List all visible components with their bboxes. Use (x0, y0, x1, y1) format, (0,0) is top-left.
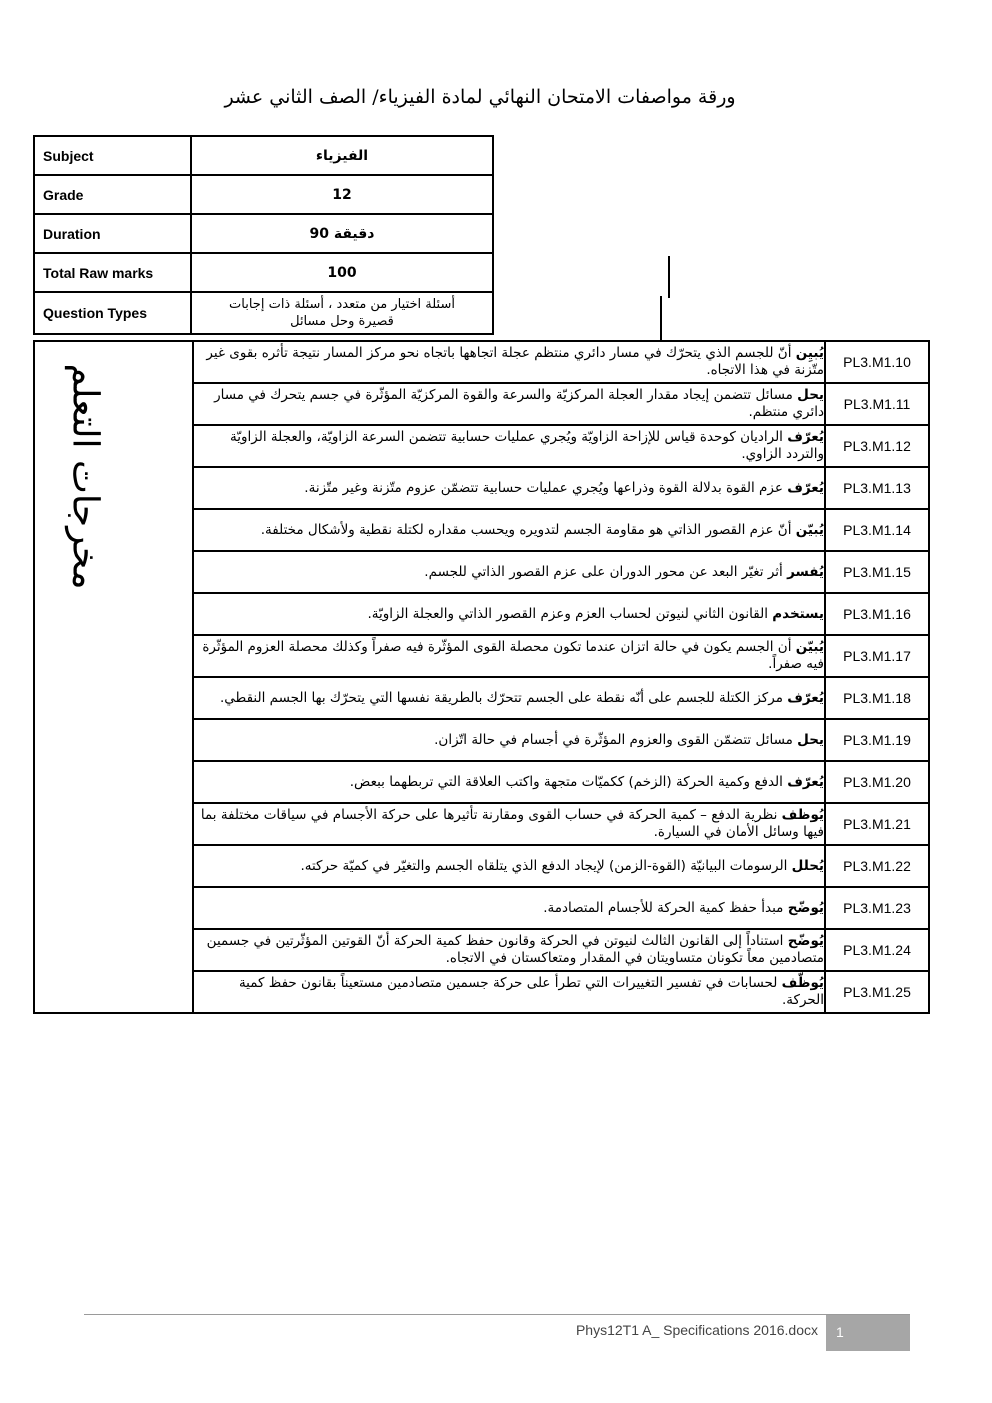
page-number: 1 (836, 1324, 844, 1340)
info-value: 12 (191, 175, 493, 214)
stray-line-1 (668, 256, 670, 298)
outcome-description: يُعرّف الراديان كوحدة قياس للإزاحة الزاويّة ويُجري عمليات حسابية تتضمن السرعة الزاويّة، والعجلة الزاويّة والتردد الزاوي. (193, 425, 825, 467)
outcome-code: PL3.M1.15 (825, 551, 929, 593)
outcome-description: يُعرّف مركز الكتلة للجسم على أنّه نقطة على الجسم تتحرّك بالطريقة نفسها التي يتحرّك بها الجسم النقطي. (193, 677, 825, 719)
outcome-code: PL3.M1.21 (825, 803, 929, 845)
document-title: ورقة مواصفات الامتحان النهائي لمادة الفيزياء/ الصف الثاني عشر (224, 86, 736, 108)
info-key: Grade (34, 175, 191, 214)
learning-outcomes-table (33, 340, 930, 1014)
outcome-code: PL3.M1.14 (825, 509, 929, 551)
info-value: 90 دقيقة (191, 214, 493, 253)
info-value: 100 (191, 253, 493, 292)
info-value: أسئلة اختيار من متعدد ، أسئلة ذات إجابات قصيرة وحل مسائل (191, 292, 493, 334)
outcome-description: يُعرّف عزم القوة بدلالة القوة وذراعها ويُجري عمليات حسابية تتضمّن عزوم متّزنة وغير متّزنة. (193, 467, 825, 509)
outcome-description: يُبيّن أنّ عزم القصور الذاتي هو مقاومة الجسم لتدويره ويحسب مقداره لكتلة نقطية ولأشكال مختلفة. (193, 509, 825, 551)
outcome-description: يُحلل الرسومات البيانيّة (القوة-الزمن) لإيجاد الدفع الذي يتلقاه الجسم والتغيّر في كميّة حركته. (193, 845, 825, 887)
outcome-description: يُبيِن أنّ للجسم الذي يتحرّك في مسار دائري منتظم عجلة اتجاهها باتجاه نحو مركز المسار نتيجة تأثره بقوى غير متّزنة في هذا الاتجاه. (193, 341, 825, 383)
outcome-description: يحل مسائل تتضمّن القوى والعزوم المؤثّرة في أجسام في حالة اتّزان. (193, 719, 825, 761)
info-value: الفيزياء (191, 136, 493, 175)
outcome-code: PL3.M1.18 (825, 677, 929, 719)
footer-divider (84, 1314, 910, 1315)
info-row-total-marks (34, 253, 493, 292)
outcome-code: PL3.M1.22 (825, 845, 929, 887)
outcome-description: يستخدم القانون الثاني لنيوتن لحساب العزم وعزم القصور الذاتي والعجلة الزاويّة. (193, 593, 825, 635)
info-row-grade (34, 175, 493, 214)
info-key: Subject (34, 136, 191, 175)
info-row-question-types (34, 292, 493, 334)
exam-info-table (33, 135, 494, 335)
outcome-code: PL3.M1.23 (825, 887, 929, 929)
outcome-code: PL3.M1.13 (825, 467, 929, 509)
outcome-description: يُوضّح استناداً إلى القانون الثالث لنيوتن في الحركة وقانون حفظ كمية الحركة أنّ القوتين المؤثّرتين في جسمين متصادمين معاً تكونان متساويتان في المقدار ومتعاكستان في الاتجاه. (193, 929, 825, 971)
outcome-description: يُبيّن أن الجسم يكون في حالة اتزان عندما تكون محصلة القوى المؤثّرة فيه صفراً وكذلك محصلة العزوم المؤثّرة فيه صفراً. (193, 635, 825, 677)
info-row-duration (34, 214, 493, 253)
outcome-description: يُفسر أثر تغيّر البعد عن محور الدوران على عزم القصور الذاتي للجسم. (193, 551, 825, 593)
footer-filename: Phys12T1 A_ Specifications 2016.docx (575, 1322, 818, 1338)
outcome-code: PL3.M1.25 (825, 971, 929, 1013)
info-key: Total Raw marks (34, 253, 191, 292)
page-number-box (826, 1315, 910, 1351)
stray-line-2 (660, 296, 662, 340)
outcome-description: يُوضّح مبدأ حفظ كمية الحركة للأجسام المتصادمة. (193, 887, 825, 929)
outcome-code: PL3.M1.17 (825, 635, 929, 677)
outcome-description: يُوظّف لحسابات في تفسير التغييرات التي تطرأ على حركة جسمين متصادمين مستعيناً بقانون حفظ كمية الحركة. (193, 971, 825, 1013)
outcome-description: يُوظف نظرية الدفع – كمية الحركة في حساب القوى ومقارنة تأثيرها على حركة الأجسام في سياقات مختلفة بما فيها وسائل الأمان في السيارة. (193, 803, 825, 845)
outcome-code: PL3.M1.20 (825, 761, 929, 803)
info-key: Duration (34, 214, 191, 253)
outcome-code: PL3.M1.10 (825, 341, 929, 383)
outcome-code: PL3.M1.12 (825, 425, 929, 467)
outcome-code: PL3.M1.24 (825, 929, 929, 971)
outcome-code: PL3.M1.19 (825, 719, 929, 761)
outcome-description: يُعرّف الدفع وكمية الحركة (الزخم) ككميّات متجهة واكتب العلاقة التي تربطهما ببعض. (193, 761, 825, 803)
info-key: Question Types (34, 292, 191, 334)
outcome-code: PL3.M1.16 (825, 593, 929, 635)
outcome-description: يحل مسائل تتضمن إيجاد مقدار العجلة المركزيّة والسرعة والقوة المركزيّة المؤثّرة في جسم يتحرك في مسار دائري منتظم. (193, 383, 825, 425)
learning-outcomes-label-cell: مخرجات التعلم (34, 341, 193, 1013)
table-row (34, 341, 929, 383)
info-row-subject (34, 136, 493, 175)
outcome-code: PL3.M1.11 (825, 383, 929, 425)
